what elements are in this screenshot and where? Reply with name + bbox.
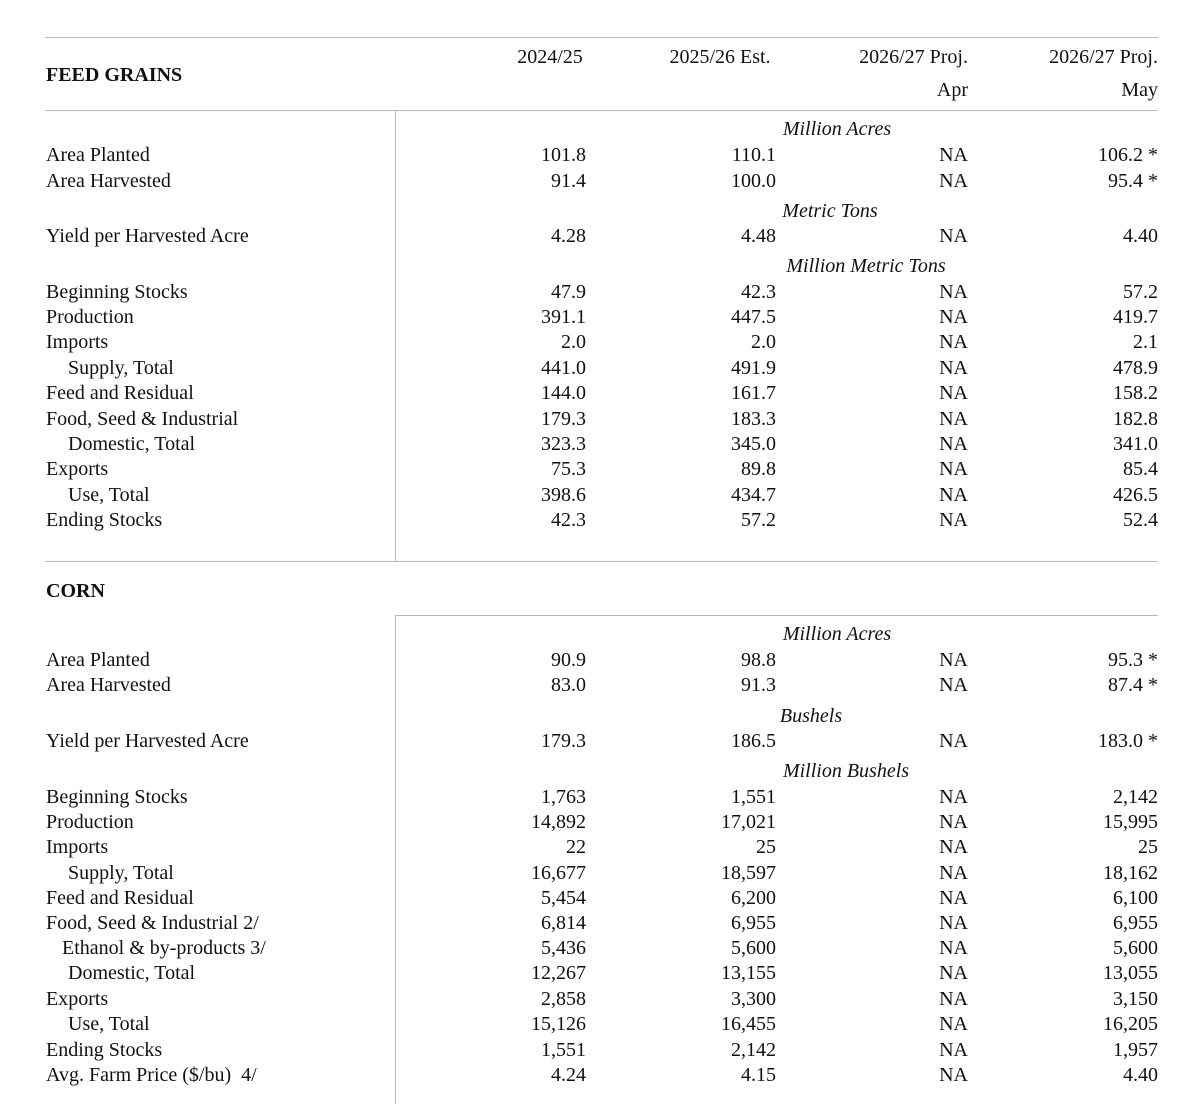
cell-2024-25: 4.24 (551, 1064, 586, 1086)
cell-2026-27-proj-apr: NA (939, 836, 968, 858)
cell-2026-27-proj-may: 95.4 * (1108, 170, 1158, 192)
cell-2025-26-est: 161.7 (731, 382, 776, 404)
row-label: Production (46, 811, 134, 833)
cell-2026-27-proj-may: 25 (1138, 836, 1158, 858)
row-label: Use, Total (68, 1013, 150, 1035)
cell-2026-27-proj-may: 158.2 (1113, 382, 1158, 404)
row-label: Exports (46, 988, 109, 1010)
cell-2025-26-est: 2,142 (731, 1039, 776, 1061)
cell-2026-27-proj-may: 2.1 (1133, 331, 1158, 353)
cell-2025-26-est: 183.3 (731, 408, 776, 430)
cell-2026-27-proj-apr: NA (939, 331, 968, 353)
cell-2026-27-proj-apr: NA (939, 408, 968, 430)
unit-label: Million Metric Tons (786, 255, 946, 277)
cell-2026-27-proj-may: 341.0 (1113, 433, 1158, 455)
cell-2025-26-est: 434.7 (731, 484, 776, 506)
row-label: Supply, Total (68, 357, 174, 379)
unit-label: Bushels (779, 705, 843, 727)
cell-2024-25: 4.28 (551, 225, 586, 247)
cell-2026-27-proj-may: 18,162 (1103, 862, 1158, 884)
cell-2025-26-est: 89.8 (741, 458, 776, 480)
row-label: Area Planted (46, 144, 150, 166)
cell-2024-25: 101.8 (541, 144, 586, 166)
cell-2026-27-proj-may: 4.40 (1123, 225, 1158, 247)
cell-2025-26-est: 5,600 (731, 937, 776, 959)
row-label: Ending Stocks (46, 509, 163, 531)
column-header-2025-26-est: 2025/26 Est. (669, 46, 771, 68)
cell-2026-27-proj-apr: NA (939, 225, 968, 247)
unit-label: Metric Tons (782, 200, 878, 222)
unit-label: Million Bushels (782, 760, 910, 782)
row-label: Imports (46, 836, 109, 858)
cell-2024-25: 391.1 (541, 306, 586, 328)
cell-2024-25: 1,551 (541, 1039, 586, 1061)
cell-2026-27-proj-apr: NA (939, 674, 968, 696)
header-rule (45, 110, 1158, 111)
row-label: Area Planted (46, 649, 150, 671)
cell-2025-26-est: 2.0 (751, 331, 776, 353)
cell-2026-27-proj-apr: NA (939, 1039, 968, 1061)
cell-2025-26-est: 100.0 (731, 170, 776, 192)
cell-2026-27-proj-apr: NA (939, 988, 968, 1010)
cell-2026-27-proj-may: 419.7 (1113, 306, 1158, 328)
top-rule (45, 37, 1158, 38)
cell-2026-27-proj-may: 5,600 (1113, 937, 1158, 959)
cell-2024-25: 14,892 (531, 811, 586, 833)
cell-2026-27-proj-may: 15,995 (1103, 811, 1158, 833)
cell-2024-25: 179.3 (541, 730, 586, 752)
cell-2026-27-proj-apr: NA (939, 170, 968, 192)
cell-2026-27-proj-apr: NA (939, 649, 968, 671)
cell-2024-25: 16,677 (531, 862, 586, 884)
row-label: Yield per Harvested Acre (46, 730, 249, 752)
row-label: Area Harvested (46, 170, 171, 192)
cell-2026-27-proj-may: 106.2 * (1098, 144, 1158, 166)
cell-2026-27-proj-may: 57.2 (1123, 281, 1158, 303)
cell-2024-25: 42.3 (551, 509, 586, 531)
cell-2026-27-proj-apr: NA (939, 281, 968, 303)
unit-label: Million Acres (782, 623, 892, 645)
cell-2024-25: 2.0 (561, 331, 586, 353)
row-label: Domestic, Total (68, 962, 196, 984)
cell-2026-27-proj-apr: NA (939, 357, 968, 379)
cell-2024-25: 179.3 (541, 408, 586, 430)
column-header-may: May (1121, 79, 1158, 101)
cell-2025-26-est: 491.9 (731, 357, 776, 379)
row-label: Domestic, Total (68, 433, 196, 455)
cell-2026-27-proj-apr: NA (939, 962, 968, 984)
cell-2026-27-proj-may: 183.0 * (1098, 730, 1158, 752)
cell-2026-27-proj-may: 3,150 (1113, 988, 1158, 1010)
cell-2026-27-proj-apr: NA (939, 862, 968, 884)
cell-2024-25: 75.3 (551, 458, 586, 480)
cell-2026-27-proj-apr: NA (939, 306, 968, 328)
cell-2025-26-est: 16,455 (721, 1013, 776, 1035)
row-label: Supply, Total (68, 862, 174, 884)
cell-2026-27-proj-may: 16,205 (1103, 1013, 1158, 1035)
cell-2024-25: 2,858 (541, 988, 586, 1010)
column-divider-corn (395, 615, 396, 1104)
cell-2024-25: 83.0 (551, 674, 586, 696)
row-label: Food, Seed & Industrial (46, 408, 239, 430)
cell-2024-25: 22 (566, 836, 586, 858)
cell-2024-25: 323.3 (541, 433, 586, 455)
cell-2025-26-est: 345.0 (731, 433, 776, 455)
cell-2025-26-est: 98.8 (741, 649, 776, 671)
cell-2025-26-est: 3,300 (731, 988, 776, 1010)
cell-2024-25: 91.4 (551, 170, 586, 192)
cell-2025-26-est: 1,551 (731, 786, 776, 808)
cell-2024-25: 90.9 (551, 649, 586, 671)
column-header-2024-25: 2024/25 (517, 46, 583, 68)
cell-2026-27-proj-apr: NA (939, 1013, 968, 1035)
cell-2024-25: 6,814 (541, 912, 586, 934)
cell-2025-26-est: 6,200 (731, 887, 776, 909)
row-label: Use, Total (68, 484, 150, 506)
cell-2026-27-proj-may: 52.4 (1123, 509, 1158, 531)
cell-2025-26-est: 110.1 (731, 144, 776, 166)
cell-2026-27-proj-may: 182.8 (1113, 408, 1158, 430)
cell-2025-26-est: 13,155 (721, 962, 776, 984)
cell-2026-27-proj-apr: NA (939, 887, 968, 909)
row-label: Beginning Stocks (46, 281, 188, 303)
row-label: Area Harvested (46, 674, 171, 696)
cell-2026-27-proj-apr: NA (939, 912, 968, 934)
cell-2026-27-proj-may: 95.3 * (1108, 649, 1158, 671)
feed-grains-title: FEED GRAINS (46, 64, 183, 86)
cell-2024-25: 12,267 (531, 962, 586, 984)
cell-2026-27-proj-may: 1,957 (1113, 1039, 1158, 1061)
cell-2026-27-proj-may: 6,100 (1113, 887, 1158, 909)
row-label: Beginning Stocks (46, 786, 188, 808)
row-label: Ending Stocks (46, 1039, 163, 1061)
column-header-2026-27-proj-apr: 2026/27 Proj. (859, 46, 968, 68)
cell-2024-25: 144.0 (541, 382, 586, 404)
cell-2025-26-est: 42.3 (741, 281, 776, 303)
cell-2025-26-est: 447.5 (731, 306, 776, 328)
cell-2025-26-est: 18,597 (721, 862, 776, 884)
cell-2025-26-est: 4.48 (741, 225, 776, 247)
cell-2026-27-proj-apr: NA (939, 458, 968, 480)
cell-2024-25: 441.0 (541, 357, 586, 379)
cell-2026-27-proj-may: 426.5 (1113, 484, 1158, 506)
column-header-2026-27-proj-may: 2026/27 Proj. (1049, 46, 1158, 68)
cell-2026-27-proj-apr: NA (939, 509, 968, 531)
cell-2025-26-est: 91.3 (741, 674, 776, 696)
row-label: Feed and Residual (46, 887, 194, 909)
unit-label: Million Acres (782, 118, 892, 140)
feed-grains-bottom-rule (45, 561, 1158, 562)
cell-2025-26-est: 186.5 (731, 730, 776, 752)
cell-2024-25: 5,436 (541, 937, 586, 959)
cell-2026-27-proj-apr: NA (939, 786, 968, 808)
cell-2026-27-proj-apr: NA (939, 144, 968, 166)
cell-2024-25: 1,763 (541, 786, 586, 808)
cell-2026-27-proj-apr: NA (939, 382, 968, 404)
cell-2026-27-proj-apr: NA (939, 1064, 968, 1086)
cell-2025-26-est: 57.2 (741, 509, 776, 531)
cell-2026-27-proj-may: 478.9 (1113, 357, 1158, 379)
cell-2024-25: 398.6 (541, 484, 586, 506)
cell-2025-26-est: 6,955 (731, 912, 776, 934)
row-label: Feed and Residual (46, 382, 194, 404)
cell-2024-25: 47.9 (551, 281, 586, 303)
row-label: Imports (46, 331, 109, 353)
cell-2026-27-proj-apr: NA (939, 484, 968, 506)
row-label: Yield per Harvested Acre (46, 225, 249, 247)
cell-2026-27-proj-apr: NA (939, 433, 968, 455)
cell-2024-25: 15,126 (531, 1013, 586, 1035)
row-label: Ethanol & by-products 3/ (62, 937, 266, 959)
column-divider-feed-grains (395, 110, 396, 561)
cell-2026-27-proj-may: 6,955 (1113, 912, 1158, 934)
cell-2026-27-proj-may: 13,055 (1103, 962, 1158, 984)
column-header-apr: Apr (936, 79, 968, 101)
row-label: Exports (46, 458, 109, 480)
cell-2025-26-est: 4.15 (741, 1064, 776, 1086)
cell-2025-26-est: 25 (756, 836, 776, 858)
cell-2026-27-proj-may: 87.4 * (1108, 674, 1158, 696)
cell-2026-27-proj-may: 85.4 (1123, 458, 1158, 480)
cell-2025-26-est: 17,021 (721, 811, 776, 833)
row-label: Food, Seed & Industrial 2/ (46, 912, 259, 934)
cell-2024-25: 5,454 (541, 887, 586, 909)
corn-title: CORN (46, 580, 105, 602)
cell-2026-27-proj-may: 4.40 (1123, 1064, 1158, 1086)
row-label: Production (46, 306, 134, 328)
row-label: Avg. Farm Price ($/bu) 4/ (46, 1064, 257, 1086)
cell-2026-27-proj-apr: NA (939, 811, 968, 833)
corn-header-rule (395, 615, 1158, 616)
cell-2026-27-proj-apr: NA (939, 730, 968, 752)
cell-2026-27-proj-apr: NA (939, 937, 968, 959)
cell-2026-27-proj-may: 2,142 (1113, 786, 1158, 808)
